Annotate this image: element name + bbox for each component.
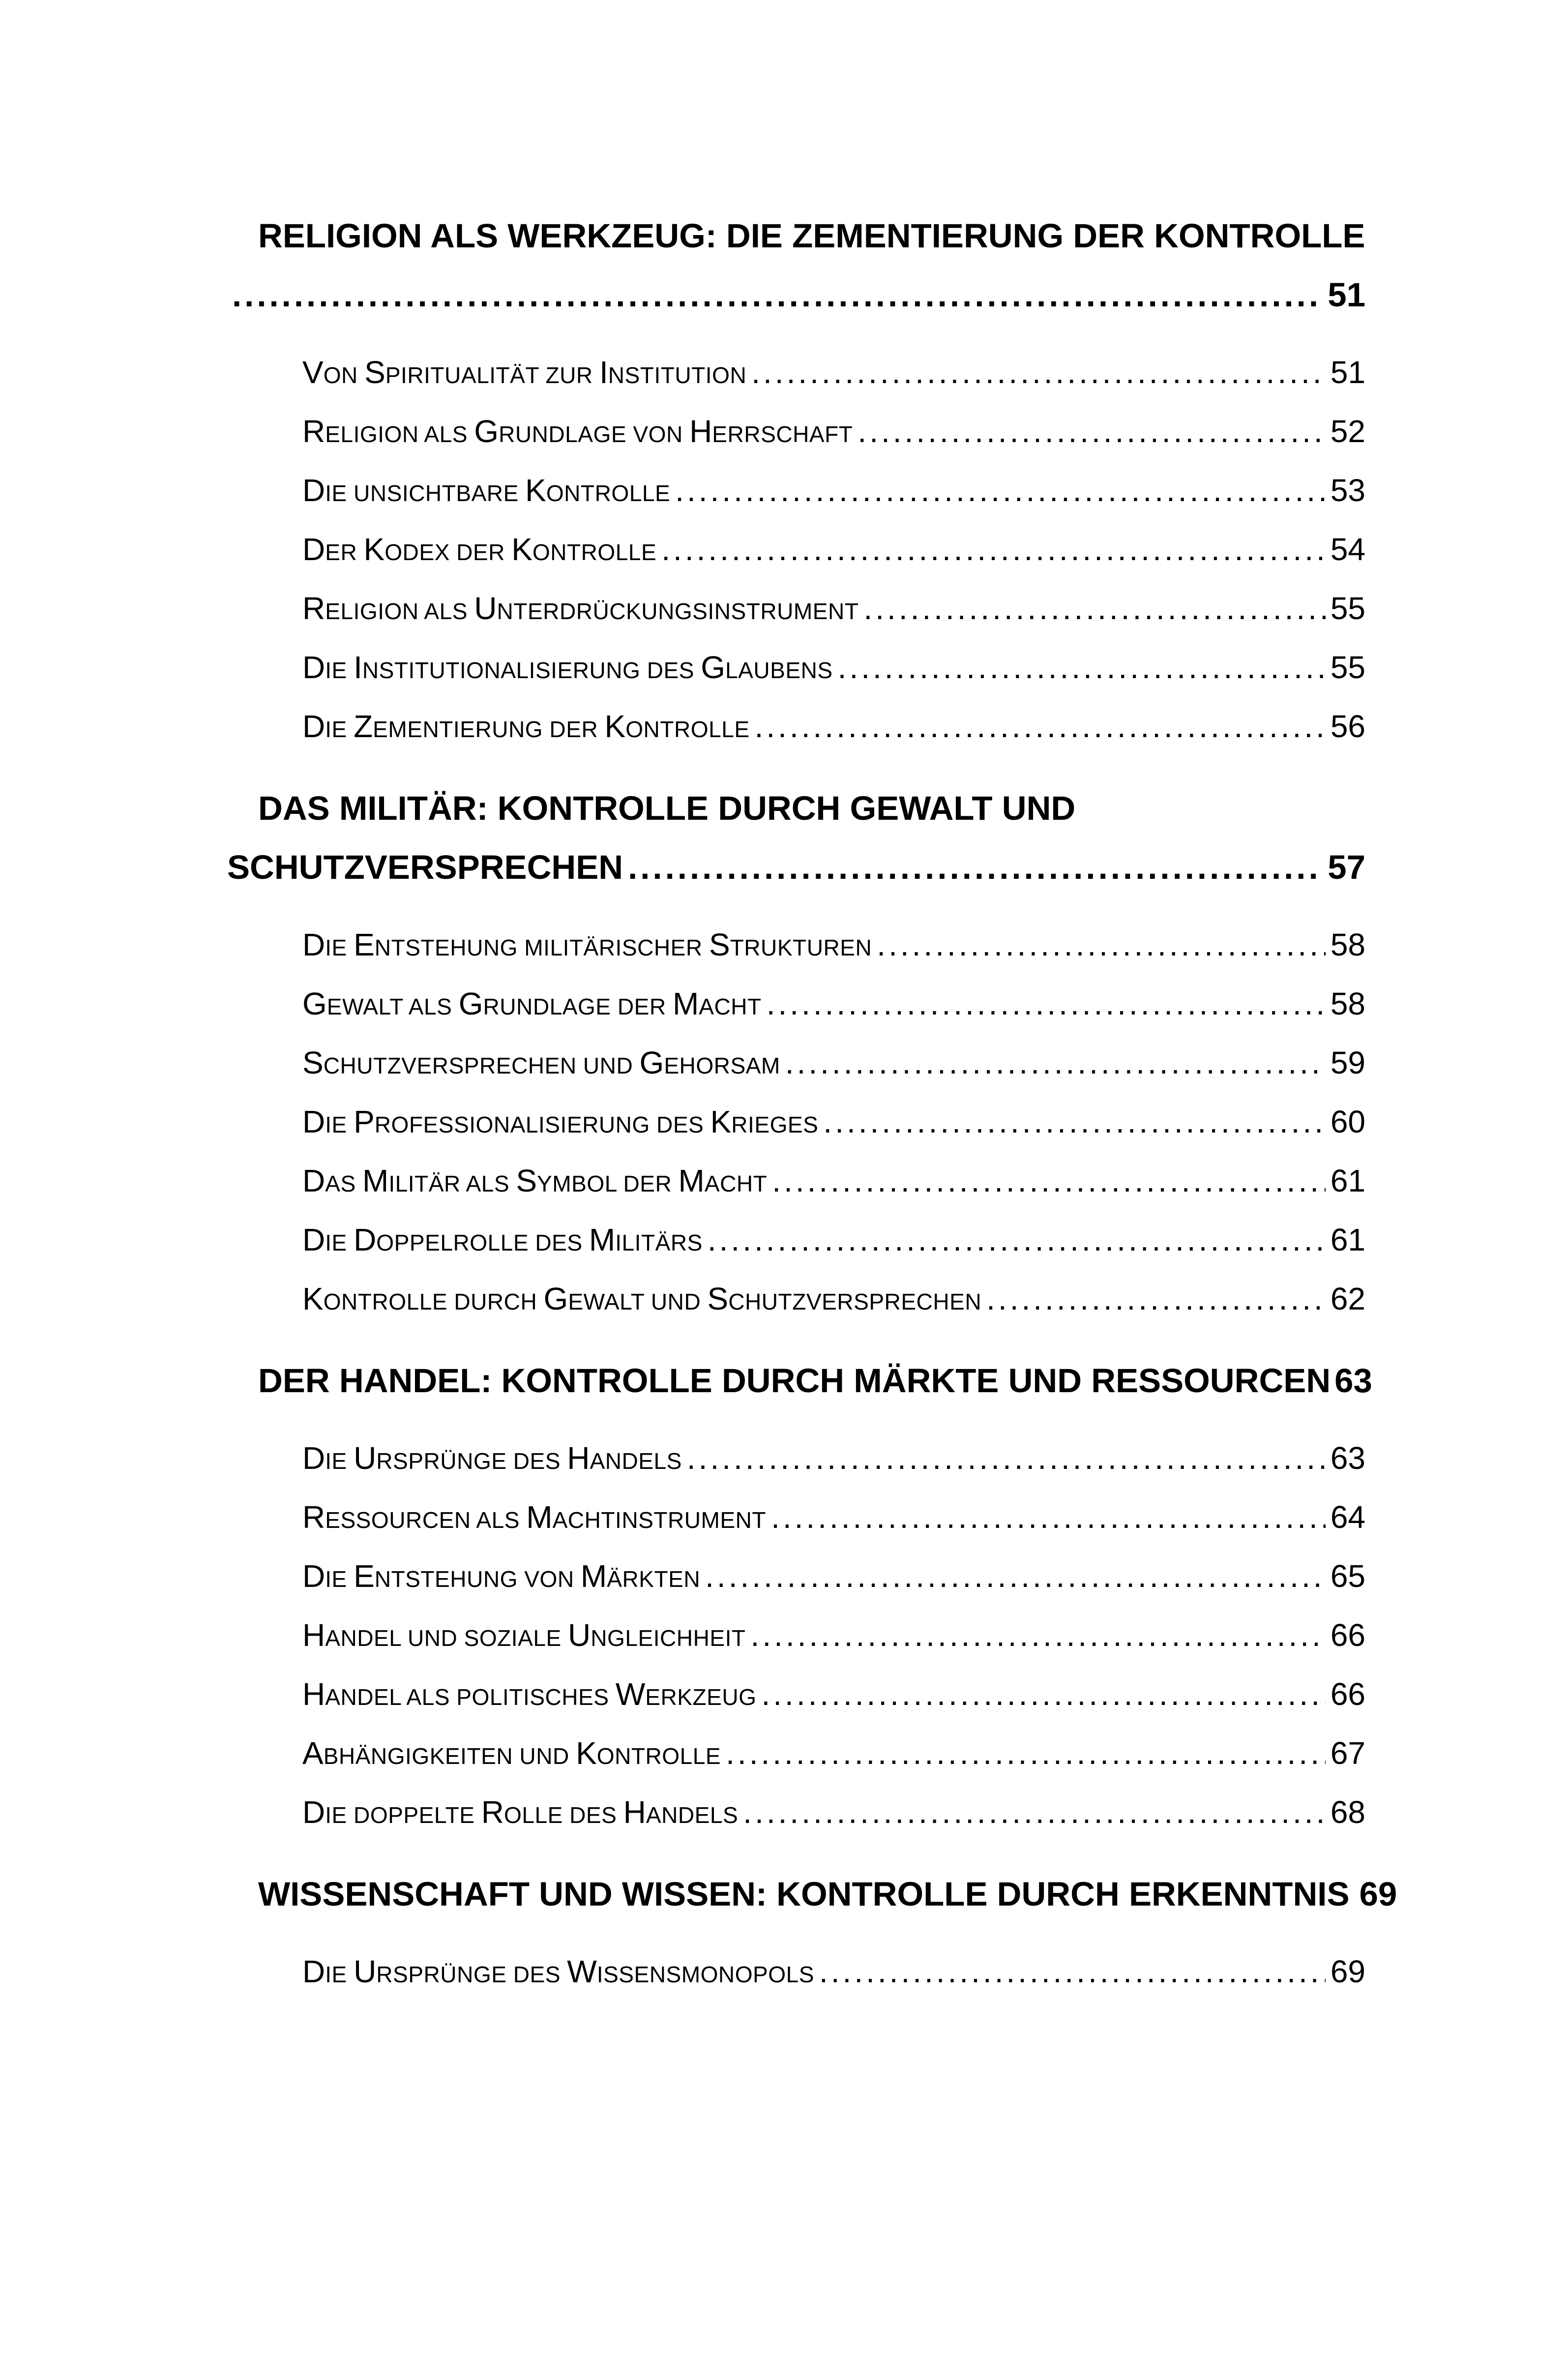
entry-page-number: 65 [1330,1558,1365,1594]
dot-leader [708,1224,1326,1255]
entry-page-number: 66 [1330,1617,1365,1653]
entry-page-number: 55 [1330,650,1365,685]
dot-leader [986,1283,1326,1314]
entry-title: DIE ENTSTEHUNG MILITÄRISCHER STRUKTUREN [302,927,872,962]
dot-leader [838,652,1326,683]
entry-page-number: 61 [1330,1163,1365,1198]
dot-leader [772,1165,1326,1196]
entry-title: RELIGION ALS UNTERDRÜCKUNGSINSTRUMENT [302,591,859,626]
toc-entry[interactable] [302,1047,1365,1106]
entry-title: DIE PROFESSIONALISIERUNG DES KRIEGES [302,1104,819,1139]
entry-title: VON SPIRITUALITÄT ZUR INSTITUTION [302,355,747,390]
chapter-heading [227,791,1365,909]
toc-entry[interactable] [302,357,1365,416]
chapter-leader-row [227,278,1365,337]
entry-page-number: 68 [1330,1794,1365,1830]
entry-page-number: 56 [1330,709,1365,744]
chapter-title: DER HANDEL: KONTROLLE DURCH MÄRKTE UND RESSOURCEN [258,1362,1331,1400]
entry-title: DIE UNSICHTBARE KONTROLLE [302,473,671,508]
entry-page-number: 58 [1330,927,1365,962]
toc-entry[interactable] [302,1501,1365,1560]
toc-entry[interactable] [302,1106,1365,1165]
chapter-heading [227,1875,1397,1936]
dot-leader [863,593,1325,624]
toc-entry[interactable] [302,1442,1365,1501]
dot-leader [877,929,1326,960]
chapter-heading [227,1362,1372,1423]
entry-title: DIE URSPRÜNGE DES WISSENSMONOPOLS [302,1954,814,1989]
section-list [227,1442,1365,1855]
chapter-page-number: 69 [1359,1875,1397,1913]
toc-entry[interactable] [302,711,1365,770]
toc-entry[interactable] [302,593,1365,652]
toc-entry[interactable] [302,1678,1365,1737]
toc-entry[interactable] [302,416,1365,475]
toc-entry[interactable] [302,652,1365,711]
dot-leader [743,1796,1326,1828]
dot-leader [761,1678,1325,1710]
dot-leader [675,475,1326,506]
entry-page-number: 67 [1330,1735,1365,1771]
chapter-leader-row [227,850,1365,909]
entry-title: GEWALT ALS GRUNDLAGE DER MACHT [302,986,762,1021]
toc-entry[interactable] [302,475,1365,534]
entry-page-number: 55 [1330,591,1365,626]
dot-leader [819,1956,1326,1987]
entry-title: DIE URSPRÜNGE DES HANDELS [302,1440,682,1476]
dot-leader [661,534,1326,565]
entry-title: ABHÄNGIGKEITEN UND KONTROLLE [302,1735,721,1771]
entry-title: DIE DOPPELROLLE DES MILITÄRS [302,1222,703,1257]
dot-leader [687,1442,1326,1474]
dot-leader [628,850,1323,884]
chapter-page-number: 57 [1328,848,1365,886]
entry-page-number: 53 [1330,473,1365,508]
entry-page-number: 52 [1330,414,1365,449]
dot-leader [823,1106,1325,1137]
dot-leader [705,1560,1326,1592]
entry-title: RESSOURCEN ALS MACHTINSTRUMENT [302,1499,767,1535]
entry-page-number: 51 [1330,355,1365,390]
entry-page-number: 54 [1330,532,1365,567]
dot-leader [767,988,1326,1019]
toc-entry[interactable] [302,1283,1365,1342]
section-list [227,357,1365,770]
section-list [227,1956,1365,2015]
dot-leader [751,357,1326,388]
toc-entry[interactable] [302,1165,1365,1224]
toc-entry[interactable] [302,1560,1365,1619]
dot-leader [751,1619,1326,1651]
entry-title: HANDEL UND SOZIALE UNGLEICHHEIT [302,1617,746,1653]
entry-title: SCHUTZVERSPRECHEN UND GEHORSAM [302,1045,780,1080]
section-list [227,929,1365,1342]
chapter-title: DAS MILITÄR: KONTROLLE DURCH GEWALT UND [258,789,1076,827]
toc-entry[interactable] [302,988,1365,1047]
chapter-heading [227,219,1365,337]
toc-entry[interactable] [302,929,1365,988]
entry-page-number: 69 [1330,1954,1365,1989]
dot-leader [771,1501,1326,1533]
entry-title: RELIGION ALS GRUNDLAGE VON HERRSCHAFT [302,414,853,449]
dot-leader [858,416,1325,447]
entry-title: DIE ENTSTEHUNG VON MÄRKTEN [302,1558,701,1594]
toc-entry[interactable] [302,534,1365,593]
chapter-title: RELIGION ALS WERKZEUG: DIE ZEMENTIERUNG DER KONTROLLE [258,217,1365,255]
entry-title: DIE ZEMENTIERUNG DER KONTROLLE [302,709,750,744]
entry-page-number: 62 [1330,1281,1365,1316]
entry-title: KONTROLLE DURCH GEWALT UND SCHUTZVERSPRECHEN [302,1281,982,1316]
toc-entry[interactable] [302,1224,1365,1283]
entry-title: HANDEL ALS POLITISCHES WERKZEUG [302,1676,757,1712]
chapter-page-number: 63 [1334,1362,1372,1400]
entry-page-number: 64 [1330,1499,1365,1535]
toc-entry[interactable] [302,1796,1365,1855]
chapter-title-continued: SCHUTZVERSPRECHEN [227,848,623,886]
dot-leader [755,711,1326,742]
entry-title: DAS MILITÄR ALS SYMBOL DER MACHT [302,1163,768,1198]
entry-page-number: 63 [1330,1440,1365,1476]
dot-leader [726,1737,1326,1769]
toc-entry[interactable] [302,1619,1365,1678]
toc-entry[interactable] [302,1737,1365,1796]
entry-title: DIE INSTITUTIONALISIERUNG DES GLAUBENS [302,650,833,685]
dot-leader [232,278,1323,312]
entry-page-number: 58 [1330,986,1365,1021]
entry-page-number: 59 [1330,1045,1365,1080]
chapter-title: WISSENSCHAFT UND WISSEN: KONTROLLE DURCH ERKENNTNIS [258,1875,1350,1913]
toc-entry[interactable] [302,1956,1365,2015]
entry-title: DIE DOPPELTE ROLLE DES HANDELS [302,1794,739,1830]
dot-leader [785,1047,1326,1078]
chapter-page-number: 51 [1328,276,1365,314]
entry-page-number: 60 [1330,1104,1365,1139]
entry-title: DER KODEX DER KONTROLLE [302,532,657,567]
entry-page-number: 61 [1330,1222,1365,1257]
entry-page-number: 66 [1330,1676,1365,1712]
table-of-contents [227,217,1397,2036]
